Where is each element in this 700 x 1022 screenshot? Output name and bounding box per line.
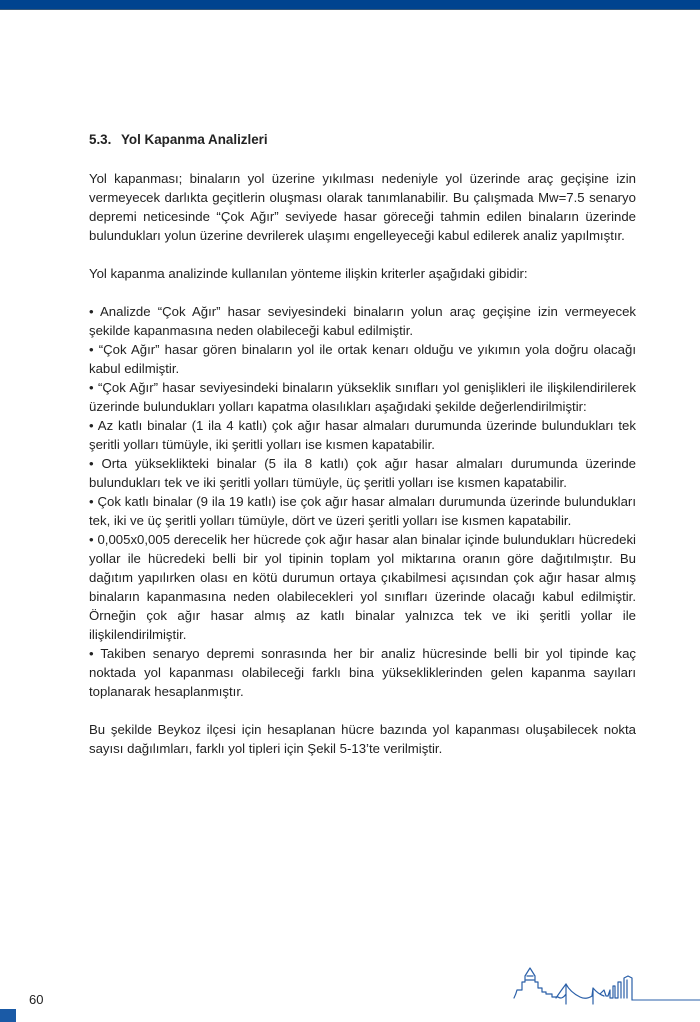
page-number: 60 [29,992,44,1007]
section-title: Yol Kapanma Analizleri [121,132,268,147]
list-item: • Orta yükseklikteki binalar (5 ila 8 katlı) çok ağır hasar almaları durumunda üzerinde bulundukları tek ve iki şeritli yolları tümüyle, üç şeritli yolları ise kısmen kapatabilir. [89,456,636,490]
criteria-intro-paragraph: Yol kapanma analizinde kullanılan yönteme ilişkin kriterler aşağıdaki gibidir: [89,266,528,281]
criteria-list [89,302,636,701]
section-heading [89,130,636,149]
header-divider [0,9,700,10]
list-item: • “Çok Ağır” hasar gören binaların yol ile ortak kenarı olduğu ve yıkımın yola doğru olacağı kabul edilmiştir. [89,342,636,376]
page-content [89,130,636,777]
list-item: • Takiben senaryo depremi sonrasında her bir analiz hücresinde belli bir yol tipinde kaç noktada yol kapanması olabileceği farklı bina yüksekliklerinden gelen kapanma sayıları toplanarak hesaplanmıştır. [89,646,636,699]
list-item: • 0,005x0,005 derecelik her hücrede çok ağır hasar alan binalar içinde bulundukları hücredeki yollar ile hücredeki belli bir yol tipinin toplam yol miktarına oranın göre dağıtılmıştır. Bu dağıtım yapılırken olası en kötü durumun ortaya çıkabilmesi açısından çok ağır hasar almış binaların kapanmasına neden olabilecekleri yol sınıfları üzerinde olacağı kabul edilmiştir. Örneğin çok ağır hasar almış az katlı binalar yalnızca tek ve iki şeritli yollar ile ilişkilendirilmiştir. [89,532,636,642]
section-number: 5.3. [89,132,112,147]
footer-accent-block [0,1009,16,1022]
list-item: • Çok katlı binalar (9 ila 19 katlı) ise çok ağır hasar almaları durumunda üzerinde bulundukları tek, iki ve üç şeritli yolları tümüyle, dört ve üzeri şeritli yolları ise kısmen kapatabilir. [89,494,636,528]
closing-paragraph: Bu şekilde Beykoz ilçesi için hesaplanan hücre bazında yol kapanması oluşabilecek nokta sayısı dağılımları, farklı yol tipleri için Şekil 5-13’te verilmiştir. [89,722,636,756]
header-bar [0,0,700,9]
istanbul-skyline-icon [500,960,700,1010]
list-item: • Az katlı binalar (1 ila 4 katlı) çok ağır hasar almaları durumunda üzerinde bulundukları tek şeritli yolları tümüyle, iki şeritli yolları ise kısmen kapatabilir. [89,418,636,452]
intro-paragraph: Yol kapanması; binaların yol üzerine yıkılması nedeniyle yol üzerinde araç geçişine izin vermeyecek darlıkta geçitlerin oluşması olarak tanımlanabilir. Bu çalışmada Mw=7.5 senaryo depremi neticesinde “Çok Ağır” seviyede hasar göreceği tahmin edilen binaların üzerinde bulundukları yolun üzerine devrilerek ulaşımı engelleyeceği kabul edilerek analiz yapılmıştır. [89,171,636,243]
list-item: • Analizde “Çok Ağır” hasar seviyesindeki binaların yolun araç geçişine izin vermeyecek şekilde kapanmasına neden olabileceği kabul edilmiştir. [89,304,636,338]
list-item: • “Çok Ağır” hasar seviyesindeki binaların yükseklik sınıfları yol genişlikleri ile ilişkilendirilerek üzerinde bulundukları yolları kapatma olasılıkları aşağıdaki şekilde değerlendirilmiştir: [89,380,636,414]
